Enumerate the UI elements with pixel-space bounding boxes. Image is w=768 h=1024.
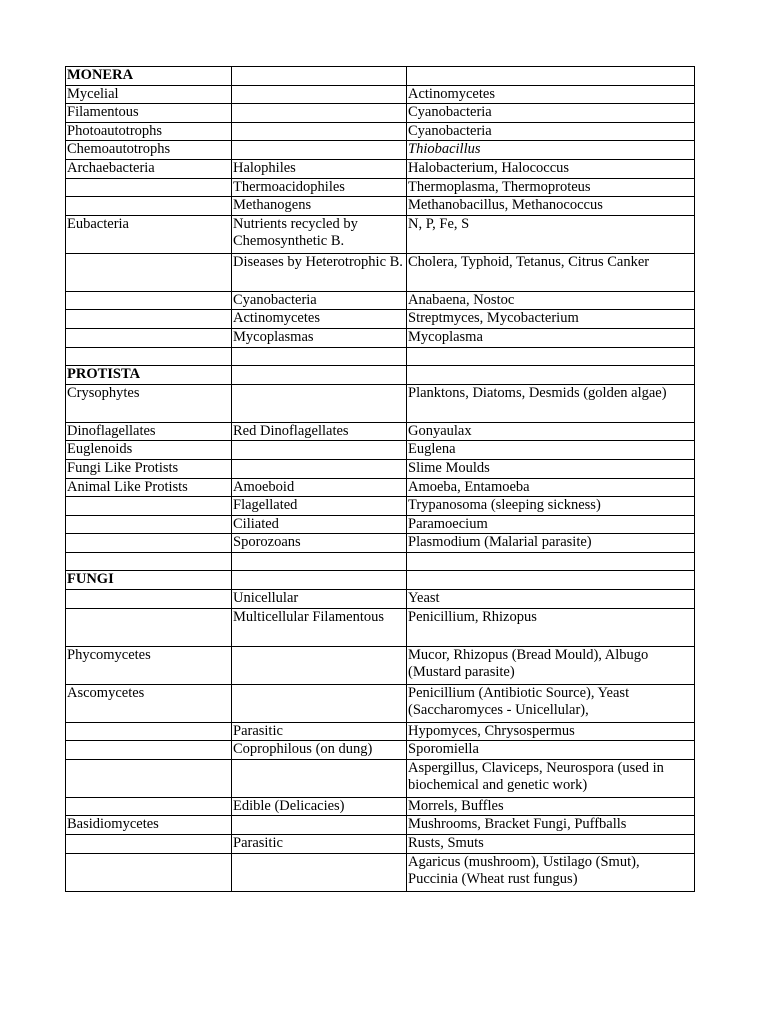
examples-cell bbox=[407, 366, 695, 385]
subgroup-cell: Nutrients recycled by Chemosynthetic B. bbox=[232, 215, 407, 253]
table-row bbox=[66, 197, 695, 216]
table-row bbox=[66, 741, 695, 760]
group-cell bbox=[66, 310, 232, 329]
table-row bbox=[66, 722, 695, 741]
table-row bbox=[66, 534, 695, 553]
subgroup-cell: Diseases by Heterotrophic B. bbox=[232, 253, 407, 291]
table-row bbox=[66, 67, 695, 86]
examples-cell: Actinomycetes bbox=[407, 85, 695, 104]
group-cell bbox=[66, 722, 232, 741]
subgroup-cell: Amoeboid bbox=[232, 478, 407, 497]
group-cell: PROTISTA bbox=[66, 366, 232, 385]
examples-cell: Streptmyces, Mycobacterium bbox=[407, 310, 695, 329]
group-cell bbox=[66, 328, 232, 347]
examples-cell: Mushrooms, Bracket Fungi, Puffballs bbox=[407, 816, 695, 835]
table-row bbox=[66, 552, 695, 571]
subgroup-cell: Multicellular Filamentous bbox=[232, 608, 407, 646]
subgroup-cell: Cyanobacteria bbox=[232, 291, 407, 310]
examples-cell: Anabaena, Nostoc bbox=[407, 291, 695, 310]
examples-cell: Aspergillus, Claviceps, Neurospora (used in biochemical and genetic work) bbox=[407, 759, 695, 797]
group-cell bbox=[66, 853, 232, 891]
subgroup-cell bbox=[232, 816, 407, 835]
examples-cell: Gonyaulax bbox=[407, 422, 695, 441]
group-cell bbox=[66, 608, 232, 646]
subgroup-cell: Thermoacidophiles bbox=[232, 178, 407, 197]
table-row bbox=[66, 291, 695, 310]
group-cell: Euglenoids bbox=[66, 441, 232, 460]
examples-cell: Methanobacillus, Methanococcus bbox=[407, 197, 695, 216]
examples-cell: Cholera, Typhoid, Tetanus, Citrus Canker bbox=[407, 253, 695, 291]
group-cell: Ascomycetes bbox=[66, 684, 232, 722]
subgroup-cell bbox=[232, 684, 407, 722]
group-cell bbox=[66, 590, 232, 609]
table-row bbox=[66, 590, 695, 609]
subgroup-cell: Flagellated bbox=[232, 497, 407, 516]
group-cell: Eubacteria bbox=[66, 215, 232, 253]
subgroup-cell bbox=[232, 366, 407, 385]
subgroup-cell bbox=[232, 85, 407, 104]
group-cell bbox=[66, 497, 232, 516]
subgroup-cell bbox=[232, 141, 407, 160]
table-row bbox=[66, 459, 695, 478]
table-row bbox=[66, 366, 695, 385]
examples-cell: Thiobacillus bbox=[407, 141, 695, 160]
examples-cell: Paramoecium bbox=[407, 515, 695, 534]
group-cell: MONERA bbox=[66, 67, 232, 86]
table-row bbox=[66, 178, 695, 197]
table-row bbox=[66, 646, 695, 684]
group-cell bbox=[66, 797, 232, 816]
table-row bbox=[66, 797, 695, 816]
group-cell: Archaebacteria bbox=[66, 159, 232, 178]
group-cell: Mycelial bbox=[66, 85, 232, 104]
group-cell: Crysophytes bbox=[66, 384, 232, 422]
group-cell bbox=[66, 347, 232, 366]
table-row bbox=[66, 816, 695, 835]
examples-cell: Hypomyces, Chrysospermus bbox=[407, 722, 695, 741]
examples-cell bbox=[407, 347, 695, 366]
subgroup-cell bbox=[232, 441, 407, 460]
table-row bbox=[66, 215, 695, 253]
examples-cell: Cyanobacteria bbox=[407, 104, 695, 123]
table-row bbox=[66, 422, 695, 441]
examples-cell: Euglena bbox=[407, 441, 695, 460]
group-cell bbox=[66, 197, 232, 216]
subgroup-cell bbox=[232, 853, 407, 891]
examples-cell: Mycoplasma bbox=[407, 328, 695, 347]
table-row bbox=[66, 253, 695, 291]
group-cell bbox=[66, 759, 232, 797]
table-row bbox=[66, 122, 695, 141]
group-cell bbox=[66, 515, 232, 534]
examples-cell: Yeast bbox=[407, 590, 695, 609]
subgroup-cell bbox=[232, 646, 407, 684]
examples-cell: N, P, Fe, S bbox=[407, 215, 695, 253]
examples-cell: Trypanosoma (sleeping sickness) bbox=[407, 497, 695, 516]
group-cell bbox=[66, 741, 232, 760]
table-row bbox=[66, 347, 695, 366]
examples-cell: Amoeba, Entamoeba bbox=[407, 478, 695, 497]
group-cell bbox=[66, 253, 232, 291]
examples-cell: Rusts, Smuts bbox=[407, 835, 695, 854]
table-row bbox=[66, 684, 695, 722]
group-cell bbox=[66, 835, 232, 854]
subgroup-cell: Red Dinoflagellates bbox=[232, 422, 407, 441]
group-cell bbox=[66, 534, 232, 553]
examples-cell: Slime Moulds bbox=[407, 459, 695, 478]
examples-cell: Plasmodium (Malarial parasite) bbox=[407, 534, 695, 553]
table-row bbox=[66, 497, 695, 516]
examples-cell bbox=[407, 67, 695, 86]
subgroup-cell bbox=[232, 384, 407, 422]
table-row bbox=[66, 85, 695, 104]
examples-cell: Cyanobacteria bbox=[407, 122, 695, 141]
group-cell: Chemoautotrophs bbox=[66, 141, 232, 160]
group-cell: Dinoflagellates bbox=[66, 422, 232, 441]
examples-cell: Penicillium (Antibiotic Source), Yeast (Saccharomyces - Unicellular), bbox=[407, 684, 695, 722]
table-row bbox=[66, 835, 695, 854]
table-row bbox=[66, 478, 695, 497]
examples-cell: Mucor, Rhizopus (Bread Mould), Albugo (Mustard parasite) bbox=[407, 646, 695, 684]
subgroup-cell: Parasitic bbox=[232, 722, 407, 741]
table-row bbox=[66, 441, 695, 460]
group-cell bbox=[66, 552, 232, 571]
subgroup-cell: Actinomycetes bbox=[232, 310, 407, 329]
group-cell: Animal Like Protists bbox=[66, 478, 232, 497]
subgroup-cell bbox=[232, 571, 407, 590]
group-cell: Basidiomycetes bbox=[66, 816, 232, 835]
table-row bbox=[66, 141, 695, 160]
table-row bbox=[66, 853, 695, 891]
subgroup-cell bbox=[232, 347, 407, 366]
subgroup-cell: Edible (Delicacies) bbox=[232, 797, 407, 816]
examples-cell: Planktons, Diatoms, Desmids (golden algae) bbox=[407, 384, 695, 422]
subgroup-cell: Mycoplasmas bbox=[232, 328, 407, 347]
subgroup-cell bbox=[232, 67, 407, 86]
subgroup-cell: Ciliated bbox=[232, 515, 407, 534]
table-body bbox=[66, 67, 695, 892]
subgroup-cell: Halophiles bbox=[232, 159, 407, 178]
group-cell bbox=[66, 178, 232, 197]
table-row bbox=[66, 608, 695, 646]
group-cell: FUNGI bbox=[66, 571, 232, 590]
subgroup-cell: Parasitic bbox=[232, 835, 407, 854]
table-row bbox=[66, 310, 695, 329]
table-row bbox=[66, 759, 695, 797]
group-cell bbox=[66, 291, 232, 310]
subgroup-cell: Unicellular bbox=[232, 590, 407, 609]
subgroup-cell bbox=[232, 759, 407, 797]
examples-cell: Morrels, Buffles bbox=[407, 797, 695, 816]
subgroup-cell: Methanogens bbox=[232, 197, 407, 216]
table-row bbox=[66, 328, 695, 347]
table-row bbox=[66, 104, 695, 123]
group-cell: Photoautotrophs bbox=[66, 122, 232, 141]
examples-cell: Halobacterium, Halococcus bbox=[407, 159, 695, 178]
subgroup-cell bbox=[232, 122, 407, 141]
subgroup-cell bbox=[232, 104, 407, 123]
examples-cell: Agaricus (mushroom), Ustilago (Smut), Puccinia (Wheat rust fungus) bbox=[407, 853, 695, 891]
examples-cell bbox=[407, 552, 695, 571]
table-row bbox=[66, 515, 695, 534]
table-row bbox=[66, 159, 695, 178]
subgroup-cell: Coprophilous (on dung) bbox=[232, 741, 407, 760]
group-cell: Fungi Like Protists bbox=[66, 459, 232, 478]
table-row bbox=[66, 384, 695, 422]
subgroup-cell: Sporozoans bbox=[232, 534, 407, 553]
group-cell: Filamentous bbox=[66, 104, 232, 123]
examples-cell bbox=[407, 571, 695, 590]
table-row bbox=[66, 571, 695, 590]
subgroup-cell bbox=[232, 459, 407, 478]
examples-cell: Penicillium, Rhizopus bbox=[407, 608, 695, 646]
subgroup-cell bbox=[232, 552, 407, 571]
kingdom-classification-table bbox=[65, 66, 695, 892]
group-cell: Phycomycetes bbox=[66, 646, 232, 684]
examples-cell: Sporomiella bbox=[407, 741, 695, 760]
examples-cell: Thermoplasma, Thermoproteus bbox=[407, 178, 695, 197]
